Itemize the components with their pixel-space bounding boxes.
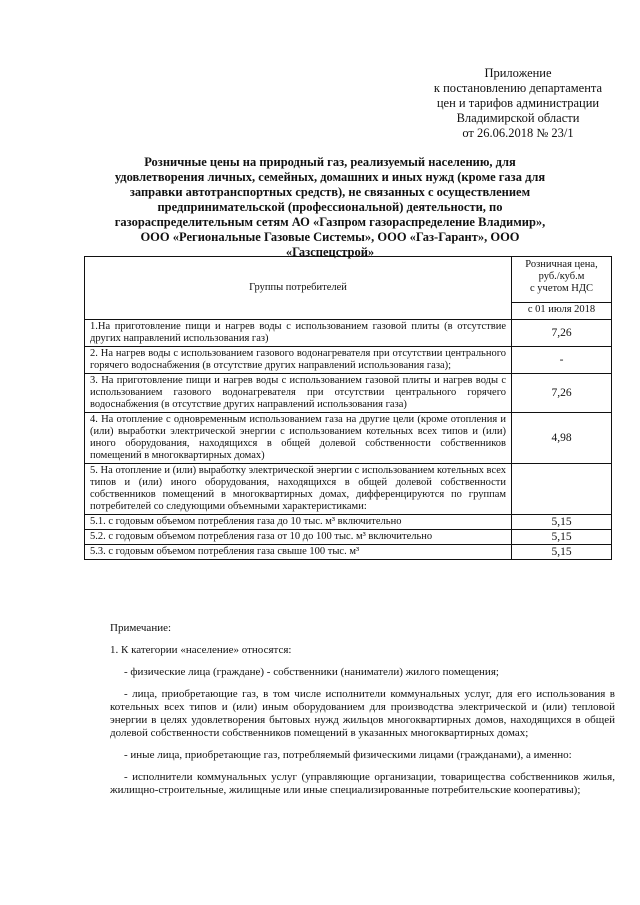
row-group-text: 2. На нагрев воды с использованием газового водонагревателя при отсутствии центрального горячего водоснабжения (в отсутствие других направлений использования газа); [85,347,512,374]
header-date: с 01 июля 2018 [512,303,612,320]
appendix-line: Владимирской области [456,111,580,125]
notes-paragraph: - исполнители коммунальных услуг (управляющие организации, товарищества собственников жилья, жилищно-строительные, жилищные или иные специализированные потребительские кооперативы); [110,771,615,796]
row-group-text: 5.3. с годовым объемом потребления газа свыше 100 тыс. м³ [85,545,512,560]
table-row [85,530,612,545]
row-price [512,464,612,515]
document-title: Розничные цены на природный газ, реализуемый населению, для удовлетворения личных, семейных, домашних и иных нужд (кроме газа для заправки автотранспортных средств), не связанных с осуществлением предпринимательской (профессиональной) деятельности, по газораспределительным сетям АО «Газпром газораспределение Владимир», ООО «Региональные Газовые Системы», ООО «Газ-Гарант», ООО «Газспецстрой» [114,155,546,259]
row-group-text: 3. На приготовление пищи и нагрев воды с использованием газовой плиты и нагрев воды с использованием газового водонагревателя при отсутствии центрального горячего водоснабжения (в отсутствие других направлений использования газа) [85,374,512,413]
row-group-text: 4. На отопление с одновременным использованием газа на другие цели (кроме отопления и (или) выработки электрической энергии с использованием котельных всех типов и (или) иного оборудования, находящихся в общей долевой собственности собственников помещений в многоквартирных домах) [85,413,512,464]
row-group-text: 5.2. с годовым объемом потребления газа от 10 до 100 тыс. м³ включительно [85,530,512,545]
row-price: 5,15 [512,530,612,545]
header-price-line: с учетом НДС [530,283,593,294]
row-group-text: 1.На приготовление пищи и нагрев воды с использованием газовой плиты (в отсутствие других направлений использования газ) [85,320,512,347]
table-row [85,347,612,374]
row-price: 7,26 [512,320,612,347]
notes-paragraph: - физические лица (граждане) - собственники (наниматели) жилого помещения; [124,666,499,678]
table-row [85,320,612,347]
table-header-row [85,257,612,303]
row-price: 7,26 [512,374,612,413]
notes-heading: Примечание: [110,622,172,634]
row-price: 5,15 [512,545,612,560]
appendix-block [418,66,618,141]
row-price: 5,15 [512,515,612,530]
appendix-line: Приложение [484,66,552,80]
header-consumer-groups: Группы потребителей [85,257,512,320]
appendix-line: цен и тарифов администрации [436,96,600,110]
table-row [85,515,612,530]
header-price-line: руб./куб.м [538,271,585,282]
table-row [85,413,612,464]
notes-paragraph: - лица, приобретающие газ, в том числе исполнители коммунальных услуг, для его использования в котельных всех типов и (или) иным оборудованием для производства электрической и (или) тепловой энергии в целях удовлетворения бытовых нужд жильцов многоквартирных домов, находящихся в общей долевой собственности собственников помещений в указанных многоквартирных домах; [110,688,615,739]
table-row [85,545,612,560]
header-price-line: Розничная цена, [525,259,598,270]
row-group-text: 5.1. с годовым объемом потребления газа до 10 тыс. м³ включительно [85,515,512,530]
appendix-line: от 26.06.2018 № 23/1 [462,126,574,140]
table-row [85,374,612,413]
notes-paragraph: 1. К категории «население» относятся: [110,644,292,656]
header-price [512,257,612,303]
row-price: 4,98 [512,413,612,464]
row-group-text: 5. На отопление и (или) выработку электрической энергии с использованием котельных всех типов и (или) иного оборудования, находящихся в общей долевой собственности собственников помещений в многоквартирных домах, дифференцируются по группам потребителей со следующими объемными характеристиками: [85,464,512,515]
appendix-line: к постановлению департамента [433,81,603,95]
notes-paragraph: - иные лица, приобретающие газ, потребляемый физическими лицами (гражданами), а именно: [124,749,572,761]
row-price: - [512,347,612,374]
price-table [84,256,612,560]
table-row [85,464,612,515]
notes-section [110,622,615,806]
